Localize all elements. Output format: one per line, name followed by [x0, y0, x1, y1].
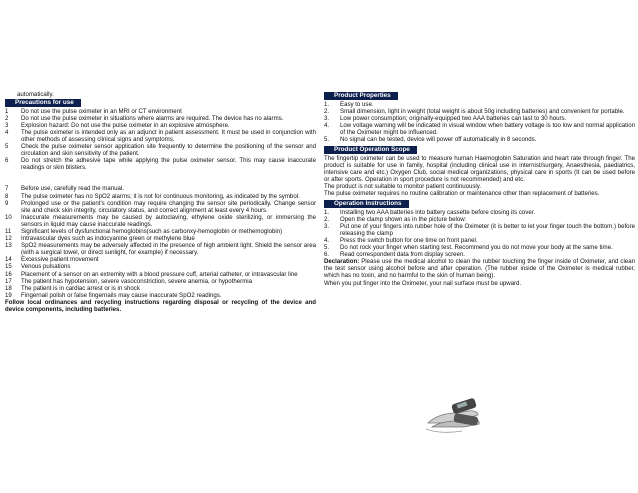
item-number: 6	[5, 157, 9, 165]
intro-text: automatically.	[17, 91, 54, 98]
item-text: Open the clamp shown as in the picture below:	[340, 215, 467, 223]
item-number: 6.	[324, 251, 330, 259]
precaution-item	[5, 115, 316, 122]
item-number: 1.	[324, 208, 330, 216]
item-text: Check the pulse oximeter sensor application site frequently to determine the positioning of the sensor and circulation and skin sensitivity of the patient.	[21, 143, 316, 158]
item-text: Do not rock your finger when starting test. Recommend you do not move your body at the same time.	[340, 244, 613, 252]
item-text: Venous pulsations	[21, 263, 71, 271]
item-text: Placement of a sensor on an extremity with a blood pressure cuff, arterial catheter, or intravascular line	[21, 270, 298, 278]
declaration-paragraph	[324, 258, 635, 279]
item-number: 9	[5, 199, 9, 207]
instruction-item	[324, 251, 635, 258]
precaution-item	[5, 228, 316, 235]
property-item	[324, 101, 635, 108]
operation-scope-heading: Product Operation Scope	[324, 146, 417, 154]
precaution-item	[5, 193, 316, 200]
precaution-item	[5, 143, 316, 157]
item-text: Before use, carefully read the manual.	[21, 185, 124, 193]
declaration-text: Please use the medical alcohol to clean the rubber touching the finger inside of Oximeter, and clean the test sensor using alcohol before and after operation. (The rubber inside of the Oximeter is medical rubber, which has no toxin, and no harmful to the skin of human being).	[324, 258, 635, 280]
item-number: 2	[5, 114, 9, 122]
item-text: Easy to use.	[340, 100, 374, 108]
item-number: 10	[5, 213, 12, 221]
precaution-item	[5, 122, 316, 129]
precaution-item	[5, 157, 316, 171]
item-text: The patient is in cardiac arrest or is in shock	[21, 284, 140, 292]
item-number: 16	[5, 270, 12, 278]
precaution-item	[5, 200, 316, 214]
item-number: 2.	[324, 107, 330, 115]
item-text: Excessive patient movement	[21, 256, 99, 264]
operation-instructions-heading: Operation Instructions	[324, 200, 409, 208]
property-item	[324, 136, 635, 143]
item-number: 15	[5, 263, 12, 271]
item-text: Inaccurate measurements may be caused by autoclaving, ethylene oxide sterilizing, or immersing the sensors in liquid may cause inaccurate readings.	[21, 213, 316, 228]
item-number: 5	[5, 143, 9, 151]
precaution-item	[5, 285, 316, 292]
precaution-item	[5, 278, 316, 285]
item-text: The pulse oximeter is intended only as an adjunct in patient assessment. It must be used in conjunction with other methods of assessing clinical signs and symptoms.	[21, 128, 316, 143]
item-text: Read correspondent data from display screen.	[340, 251, 465, 259]
precautions-heading: Precautions for use	[5, 99, 81, 107]
item-text: The pulse oximeter has no SpO2 alarms; it is not for continuous monitoring, as indicated by the symbol.	[21, 192, 300, 200]
item-number: 4	[5, 128, 9, 136]
declaration-label: Declaration:	[324, 258, 360, 266]
item-text: The patient has hypotension, severe vasoconstriction, severe anemia, or hypothermia	[21, 277, 253, 285]
item-number: 18	[5, 284, 12, 292]
precautions-list-b	[5, 185, 316, 299]
scope-paragraph: The product is not suitable to monitor patient continuously.	[324, 182, 482, 190]
item-number: 1	[5, 107, 9, 115]
item-number: 14	[5, 256, 12, 264]
item-text: Prolonged use or the patient's condition may require changing the sensor site periodically. Change sensor site and check skin integrity, circulatory status, and correct alignment at least every 4 hours.	[21, 199, 316, 214]
precaution-item	[5, 256, 316, 263]
product-properties-heading: Product Properties	[324, 92, 398, 100]
instruction-item	[324, 223, 635, 237]
operation-instructions-list	[324, 209, 635, 259]
item-text: Low power consumption; originally-equipped two AAA batteries can last to 30 hours.	[340, 114, 567, 122]
item-number: 5.	[324, 244, 330, 252]
item-text: Low voltage warning will be indicated in visual window when battery voltage is too low and normal application of the Oximeter might be influenced.	[340, 121, 635, 136]
item-text: Do not use the pulse oximeter in situations where alarms are required. The device has no alarms.	[21, 114, 284, 122]
precaution-item	[5, 235, 316, 242]
property-item	[324, 122, 635, 136]
item-text: Intravascular dyes such as indocyanine green or methylene blue	[21, 235, 195, 243]
instruction-item	[324, 237, 635, 244]
item-number: 7	[5, 185, 9, 193]
spacer	[5, 171, 316, 185]
property-item	[324, 115, 635, 122]
property-item	[324, 108, 635, 115]
item-number: 4.	[324, 121, 330, 129]
nail-instruction: When you put finger into the Oximeter, your nail surface must be upward.	[324, 279, 522, 287]
precaution-item	[5, 263, 316, 270]
item-text: SpO2 measurements may be adversely affected in the presence of high ambient light. Shield the sensor area (with a surgical towel, or direct sunlight, for example) if necessary.	[21, 242, 316, 257]
item-number: 3	[5, 121, 9, 129]
item-number: 12	[5, 235, 12, 243]
item-number: 3.	[324, 114, 330, 122]
disposal-note: Follow local ordinances and recycling instructions regarding disposal or recycling of the device and device components, including batteries.	[5, 298, 316, 314]
item-number: 2.	[324, 215, 330, 223]
precaution-item	[5, 271, 316, 278]
precaution-item	[5, 185, 316, 192]
item-text: Small dimension, light in weight (total weight is about 50g including batteries) and convenient for portable.	[340, 107, 625, 115]
item-number: 4.	[324, 237, 330, 244]
left-column	[5, 91, 316, 313]
precaution-item	[5, 108, 316, 115]
precaution-item	[5, 242, 316, 256]
item-text: Installing two AAA batteries into battery cassette before closing its cover.	[340, 208, 536, 216]
instruction-item	[324, 216, 635, 223]
item-text: Explosion hazard: Do not use the pulse oximeter in an explosive atmosphere.	[21, 121, 230, 129]
product-properties-list	[324, 101, 635, 144]
item-number: 13	[5, 242, 12, 250]
item-number: 8	[5, 192, 9, 200]
item-number: 1.	[324, 100, 330, 108]
item-number: 17	[5, 277, 12, 285]
scope-paragraph: The fingertip oximeter can be used to measure human Haemoglobin Saturation and heart rate through finger. The product is suitable for use in family, hospital (including clinical use in internist/surgery, Anaesthesia, paediatrics, intensive care and etc.) Oxygen Club, social medical organizations, physical care in sports (It can be used before or after sports. Operation in sport procedure is not recommended) and etc.	[324, 154, 635, 183]
finger-oximeter-illustration	[424, 393, 488, 437]
item-number: 11	[5, 228, 12, 235]
right-column	[324, 91, 635, 287]
instruction-item	[324, 209, 635, 216]
instruction-item	[324, 244, 635, 251]
precaution-item	[5, 214, 316, 228]
precaution-item	[5, 292, 316, 299]
item-text: Put one of your fingers into rubber hole of the Oximeter (it is better to let your finger touch the bottom.) before releasing the clamp	[340, 222, 635, 237]
item-text: Do not stretch the adhesive tape while applying the pulse oximeter sensor. This may cause inaccurate readings or skin blisters.	[21, 157, 316, 172]
item-text: Press the switch button for one time on front panel.	[340, 237, 478, 244]
item-text: No signal can be tested, device will power off automatically in 8 seconds.	[340, 135, 537, 143]
item-text: Fingernail polish or false fingernails may cause inaccurate SpO2 readings.	[21, 291, 222, 299]
item-text: Significant levels of dysfunctional hemoglobins(such as carbonxy-hemoglobin or methemoglobin)	[21, 228, 283, 235]
item-number: 19	[5, 291, 12, 299]
item-text: Do not use the pulse oximeter in an MRI or CT environment	[21, 107, 182, 115]
item-number: 5.	[324, 135, 330, 143]
item-number: 3.	[324, 222, 330, 230]
scope-paragraph: The pulse oximeter requires no routine calibration or maintenance other than replacement of batteries.	[324, 190, 600, 198]
precaution-item	[5, 129, 316, 143]
operation-scope-text	[324, 155, 635, 198]
precautions-list-a	[5, 108, 316, 172]
